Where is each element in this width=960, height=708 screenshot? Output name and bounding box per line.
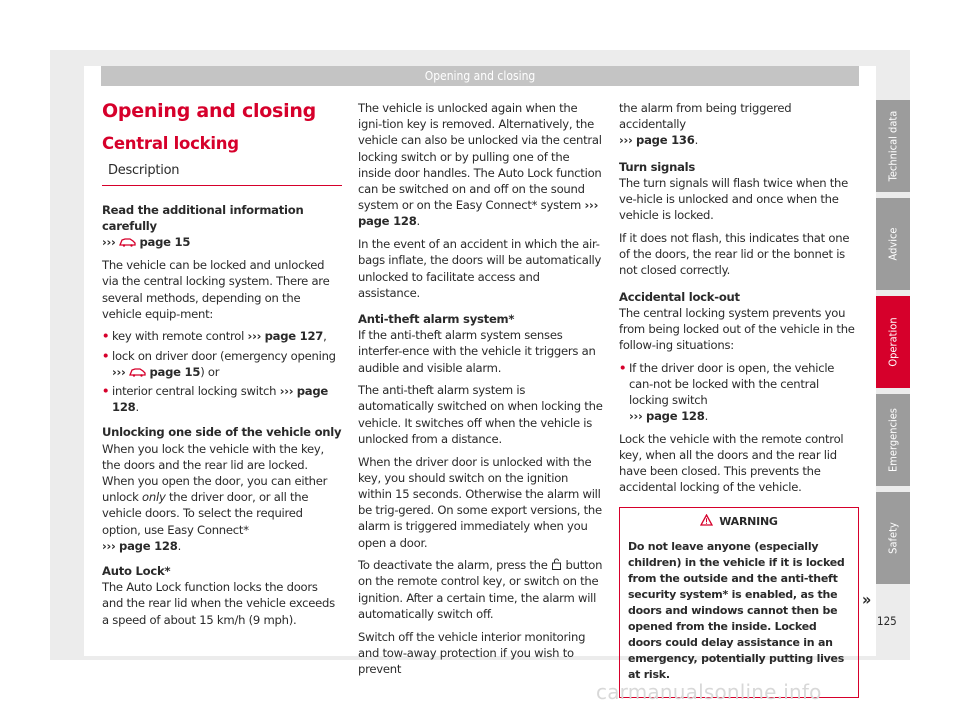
column-3: [619, 100, 859, 698]
cross-ref-link[interactable]: page 127: [264, 329, 324, 344]
continue-arrow: »: [862, 590, 872, 609]
section-title: Central locking: [102, 134, 239, 153]
cross-ref-link[interactable]: page 15: [149, 364, 201, 379]
cross-ref-link[interactable]: page 15: [139, 235, 191, 250]
running-header: Opening and closing: [101, 66, 859, 86]
list-item: • If the driver door is open, the vehicle can-not be locked with the central locking switch ››› page 128.: [619, 360, 835, 424]
list-item: • key with remote control ››› page 127,: [102, 329, 327, 344]
column-1: [102, 100, 342, 634]
paragraph: When the driver door is unlocked with the key, you should switch on the ignition within 15 seconds. Otherwise the alarm will be trig-gered. On some export versions, the alarm is triggered immediately when you open a door.: [358, 454, 602, 550]
subsection-heading-rule: [102, 163, 342, 186]
autolock-paragraph: The Auto Lock function locks the doors and the rear lid when the vehicle exceeds a speed of about 15 km/h (9 mph).: [102, 580, 335, 627]
intro-paragraph: The vehicle can be locked and unlocked via the central locking system. There are several methods, depending on the vehicle equip-ment:: [102, 258, 330, 321]
cross-ref-link[interactable]: page 136: [636, 133, 695, 148]
tab-emergencies[interactable]: Emergencies: [876, 394, 910, 486]
paragraph: Lock the vehicle with the remote control key, when all the doors and the rear lid have been closed. This prevents the accidental locking of the vehicle.: [619, 431, 844, 495]
lockout-title: Accidental lock-out: [619, 289, 740, 304]
page-number: 125: [877, 614, 897, 628]
list-item: • interior central locking switch ››› page 128.: [102, 384, 329, 415]
paragraph: The turn signals will flash twice when the ve-hicle is unlocked and once when the vehicle is locked.: [619, 175, 849, 223]
warning-title-row: WARNING: [628, 514, 850, 530]
column-2: [358, 100, 604, 684]
tab-operation[interactable]: Operation: [876, 296, 910, 388]
tab-advice[interactable]: Advice: [876, 198, 910, 290]
tab-technical-data[interactable]: Technical data: [876, 100, 910, 192]
unlock-title: Unlocking one side of the vehicle only: [102, 425, 342, 440]
cross-ref-link[interactable]: page 128: [358, 214, 417, 229]
cross-ref-arrow: ›››: [102, 235, 116, 250]
page-title: Opening and closing: [102, 100, 317, 122]
cross-ref-link[interactable]: page 128: [112, 384, 329, 415]
paragraph: Switch off the vehicle interior monitoring and tow-away protection if you wish to prevent: [358, 629, 586, 676]
list-item: • lock on driver door (emergency opening ››› page 15) or: [102, 348, 336, 379]
warning-box: [619, 507, 859, 698]
alarm-title: Anti-theft alarm system*: [358, 311, 515, 326]
turn-signals-title: Turn signals: [619, 159, 696, 174]
book-car-icon: [119, 236, 136, 247]
paragraph: The central locking system prevents you from being locked out of the vehicle in the follow-ing situations:: [619, 305, 855, 353]
book-car-icon: [129, 366, 146, 377]
autolock-title: Auto Lock*: [102, 564, 171, 579]
paragraph: The anti-theft alarm system is automatically switched on when locking the vehicle. It switches off when the vehicle is unlocked from a distance.: [358, 383, 603, 446]
paragraph: the alarm from being triggered accidentally ››› page 136.: [619, 101, 792, 148]
warning-triangle-icon: [700, 514, 713, 526]
watermark: carmanualsonline.info: [596, 680, 822, 704]
cross-ref-link[interactable]: page 128: [119, 538, 178, 553]
read-info-text: Read the additional information carefully: [102, 203, 304, 234]
paragraph: If the anti-theft alarm system senses interfer-ence with the vehicle it triggers an audible and visible alarm.: [358, 328, 596, 375]
warning-text: Do not leave anyone (especially children) in the vehicle if it is locked from the outside and the anti-theft security system* is enabled, as the doors and windows cannot then be opened from the inside. Locked doors could delay assistance in an emergency, potentially putting lives at risk.: [628, 539, 845, 681]
tab-safety[interactable]: Safety: [876, 492, 910, 584]
paragraph: If it does not flash, this indicates that one of the doors, the rear lid or the bonnet is not closed correctly.: [619, 230, 850, 278]
cross-ref-link[interactable]: page 128: [646, 409, 705, 424]
paragraph: The vehicle is unlocked again when the igni-tion key is removed. Alternatively, the vehicle can also be unlocked via the central locking switch or by pulling one of the inside door handles. The Auto Lock function can be switched on and off on the sound system or on the Easy Connect* system ››› page 128.: [358, 101, 602, 229]
unlock-paragraph: When you lock the vehicle with the key, the doors and the rear lid are locked. When you open the door, you can either unlock only the driver door, or all the vehicle doors. To select the required option, use Easy Connect* ››› page 128.: [102, 441, 328, 553]
paragraph: To deactivate the alarm, press the button on the remote control key, or switch on the ignition. After a certain time, the alarm will automatically switch off.: [358, 558, 603, 621]
subsection-title: Description: [108, 163, 180, 178]
paragraph: In the event of an accident in which the air-bags inflate, the doors will be automatically unlocked to facilitate access and assistance.: [358, 237, 602, 300]
lock-open-icon: [551, 558, 562, 570]
